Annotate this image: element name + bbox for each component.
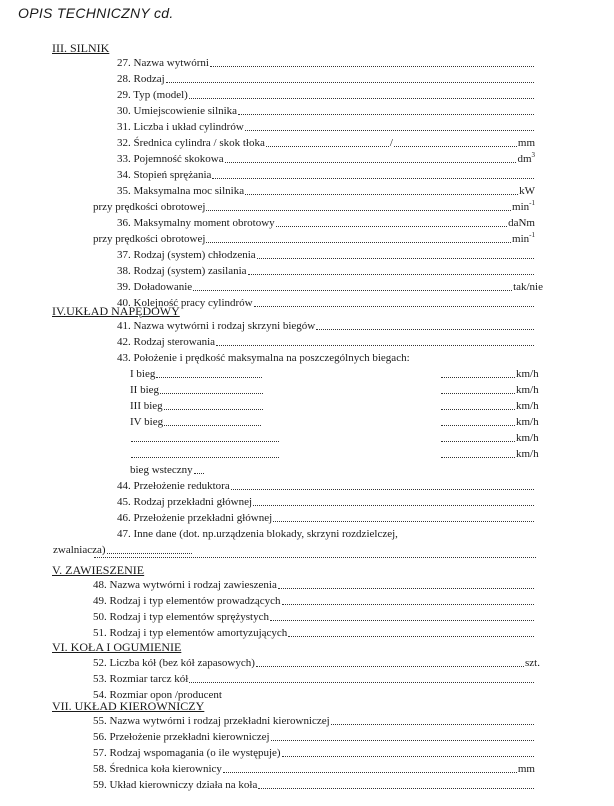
field-label: 47. Inne dane (dot. np.urządzenia blokady, skrzyni rozdzielczej, xyxy=(117,528,398,540)
field-31[interactable] xyxy=(117,120,535,134)
fill-line xyxy=(266,146,389,147)
unit-kmh: km/h xyxy=(516,368,539,380)
slash-separator: / xyxy=(389,137,393,149)
gear-row-reverse[interactable] xyxy=(130,463,205,477)
field-42[interactable] xyxy=(117,335,535,349)
field-label: 53. Rozmiar tarcz kół xyxy=(93,673,189,685)
fill-line xyxy=(273,521,534,522)
field-label: 49. Rodzaj i typ elementów prowadzących xyxy=(93,595,281,607)
fill-line xyxy=(316,329,534,330)
fill-line xyxy=(276,226,507,227)
fill-line xyxy=(156,377,262,378)
field-33[interactable] xyxy=(117,152,535,166)
unit-min: $\min^{-1}$ xyxy=(512,199,535,213)
gear-label: IV bieg xyxy=(130,416,164,428)
fill-line xyxy=(193,290,512,291)
fill-line xyxy=(160,393,263,394)
field-label: 31. Liczba i układ cylindrów xyxy=(117,121,244,133)
fill-line xyxy=(271,740,534,741)
field-label: 59. Układ kierowniczy działa na koła xyxy=(93,779,258,791)
gear-label: bieg wsteczny xyxy=(130,464,193,476)
field-32[interactable] xyxy=(117,136,535,150)
field-56[interactable] xyxy=(93,730,535,744)
field-49[interactable] xyxy=(93,594,535,608)
fill-line xyxy=(248,274,534,275)
field-label: 55. Nazwa wytwórni i rodzaj przekładni kierowniczej xyxy=(93,715,330,727)
field-label: 44. Przełożenie reduktora xyxy=(117,480,230,492)
fill-line xyxy=(278,588,534,589)
fill-line xyxy=(206,210,511,211)
field-41[interactable] xyxy=(117,319,535,333)
fill-line xyxy=(256,666,524,667)
fill-line xyxy=(206,242,511,243)
field-label: 58. Średnica koła kierownicy xyxy=(93,763,222,775)
field-label: 33. Pojemność skokowa xyxy=(117,153,224,165)
fill-line xyxy=(245,194,518,195)
unit-kmh: km/h xyxy=(516,384,539,396)
page-title: OPIS TECHNICZNY cd. xyxy=(18,5,174,21)
fill-line xyxy=(131,441,279,442)
fill-line xyxy=(164,409,263,410)
field-53[interactable] xyxy=(93,672,535,686)
gear-speed-4[interactable] xyxy=(440,415,539,429)
unit-yes-no: tak/nie xyxy=(513,281,543,293)
field-39[interactable] xyxy=(117,280,543,294)
fill-line xyxy=(441,409,515,410)
field-label: 40. Kolejność pracy cylindrów xyxy=(117,297,253,309)
field-48[interactable] xyxy=(93,578,535,592)
field-label: 45. Rodzaj przekładni głównej xyxy=(117,496,253,508)
fill-line xyxy=(223,772,517,773)
fill-line xyxy=(166,82,534,83)
field-34[interactable] xyxy=(117,168,535,182)
field-label: 35. Maksymalna moc silnika xyxy=(117,185,245,197)
fill-line xyxy=(216,345,534,346)
fill-line xyxy=(288,636,534,637)
fill-line xyxy=(194,473,204,474)
field-label: 56. Przełożenie przekładni kierowniczej xyxy=(93,731,270,743)
gear-row-4[interactable] xyxy=(130,415,262,429)
fill-line xyxy=(282,604,534,605)
fill-line xyxy=(254,306,534,307)
fill-line xyxy=(245,130,534,131)
field-label: 52. Liczba kół (bez kół zapasowych) xyxy=(93,657,255,669)
unit-mm: mm xyxy=(517,763,535,775)
gear-speed-1[interactable] xyxy=(440,367,539,381)
field-29[interactable] xyxy=(117,88,535,102)
field-45[interactable] xyxy=(117,495,535,509)
field-57[interactable] xyxy=(93,746,535,760)
field-label: 41. Nazwa wytwórni i rodzaj skrzyni biegów xyxy=(117,320,316,332)
field-label: przy prędkości obrotowej xyxy=(93,201,206,213)
unit-kmh: km/h xyxy=(516,432,539,444)
unit-danm: daNm xyxy=(508,217,535,229)
gear-speed-6[interactable] xyxy=(440,447,539,461)
field-label: 39. Doładowanie xyxy=(117,281,193,293)
field-label: zwalniacza) xyxy=(53,544,106,556)
fill-line xyxy=(107,553,192,554)
fill-line xyxy=(441,393,515,394)
fill-line xyxy=(394,146,517,147)
field-label: 54. Rozmiar opon /producent xyxy=(93,689,222,701)
section-engine-title: III. SILNIK xyxy=(52,41,110,55)
gear-row-6[interactable] xyxy=(130,447,280,461)
section-steering-title: VII. UKŁAD KIEROWNICZY xyxy=(52,699,205,713)
field-46[interactable] xyxy=(117,511,535,525)
fill-line xyxy=(238,114,534,115)
field-35-rpm[interactable] xyxy=(93,200,535,214)
gear-speed-5[interactable] xyxy=(440,431,539,445)
field-label: 34. Stopień sprężania xyxy=(117,169,212,181)
field-27[interactable] xyxy=(117,56,535,70)
field-55[interactable] xyxy=(93,714,535,728)
field-label: 32. Średnica cylindra / skok tłoka xyxy=(117,137,265,149)
field-59[interactable] xyxy=(93,778,535,792)
fill-line xyxy=(441,425,515,426)
unit-kmh: km/h xyxy=(516,448,539,460)
unit-kmh: km/h xyxy=(516,416,539,428)
field-51[interactable] xyxy=(93,626,535,640)
field-label: przy prędkości obrotowej xyxy=(93,233,206,245)
fill-line xyxy=(189,682,534,683)
field-43 xyxy=(117,351,537,365)
fill-line xyxy=(225,162,517,163)
field-label: 29. Typ (model) xyxy=(117,89,188,101)
field-label: 38. Rodzaj (system) zasilania xyxy=(117,265,247,277)
field-label: 28. Rodzaj xyxy=(117,73,165,85)
fill-line xyxy=(258,788,534,789)
unit-kmh: km/h xyxy=(516,400,539,412)
gear-row-3[interactable] xyxy=(130,399,264,413)
field-label: 50. Rodzaj i typ elementów sprężystych xyxy=(93,611,269,623)
field-label: 42. Rodzaj sterowania xyxy=(117,336,216,348)
field-label: 57. Rodzaj wspomagania (o ile występuje) xyxy=(93,747,281,759)
field-37[interactable] xyxy=(117,248,535,262)
fill-line xyxy=(331,724,534,725)
field-label: 43. Położenie i prędkość maksymalna na poszczególnych biegach: xyxy=(117,352,410,364)
gear-label: I bieg xyxy=(130,368,156,380)
field-30[interactable] xyxy=(117,104,535,118)
fill-line xyxy=(164,425,261,426)
field-38[interactable] xyxy=(117,264,535,278)
field-label: 36. Maksymalny moment obrotowy xyxy=(117,217,275,229)
fill-line xyxy=(253,505,534,506)
section-drivetrain-title: IV.UKŁAD NAPĘDOWY xyxy=(52,304,180,318)
gear-label: II bieg xyxy=(130,384,160,396)
unit-kw: kW xyxy=(519,185,535,197)
field-50[interactable] xyxy=(93,610,535,624)
section-wheels-title: VI. KOŁA I OGUMIENIE xyxy=(52,640,182,654)
field-label: 51. Rodzaj i typ elementów amortyzujących xyxy=(93,627,288,639)
section-suspension-title: V. ZAWIESZENIE xyxy=(52,563,145,577)
field-58[interactable] xyxy=(93,762,535,776)
field-36[interactable] xyxy=(117,216,535,230)
gear-speed-2[interactable] xyxy=(440,383,539,397)
gear-speed-3[interactable] xyxy=(440,399,539,413)
fill-line xyxy=(189,98,534,99)
unit-dm3: $dm^3$ xyxy=(517,151,535,165)
fill-line xyxy=(257,258,534,259)
field-label: 37. Rodzaj (system) chłodzenia xyxy=(117,249,256,261)
field-35[interactable] xyxy=(117,184,535,198)
fill-line xyxy=(441,377,515,378)
field-label: 27. Nazwa wytwórni xyxy=(117,57,209,69)
unit-pcs: szt. xyxy=(525,657,540,669)
field-28[interactable] xyxy=(117,72,535,86)
unit-mm: mm xyxy=(517,137,536,149)
field-47 xyxy=(117,527,537,541)
field-52[interactable] xyxy=(93,656,540,670)
field-label: 48. Nazwa wytwórni i rodzaj zawieszenia xyxy=(93,579,277,591)
fill-line xyxy=(282,756,534,757)
field-44[interactable] xyxy=(117,479,535,493)
fill-line xyxy=(131,457,279,458)
fill-line-extra[interactable] xyxy=(94,557,536,558)
fill-line xyxy=(231,489,534,490)
fill-line xyxy=(212,178,534,179)
fill-line xyxy=(441,457,515,458)
field-label: 46. Przełożenie przekładni głównej xyxy=(117,512,273,524)
fill-line xyxy=(441,441,515,442)
fill-line xyxy=(270,620,534,621)
field-36-rpm[interactable] xyxy=(93,232,535,246)
unit-min: $\min^{-1}$ xyxy=(512,231,535,245)
field-label: 30. Umiejscowienie silnika xyxy=(117,105,238,117)
fill-line xyxy=(210,66,534,67)
gear-row-5[interactable] xyxy=(130,431,280,445)
field-47-cont[interactable] xyxy=(53,543,193,557)
gear-row-2[interactable] xyxy=(130,383,264,397)
gear-row-1[interactable] xyxy=(130,367,263,381)
gear-label: III bieg xyxy=(130,400,163,412)
